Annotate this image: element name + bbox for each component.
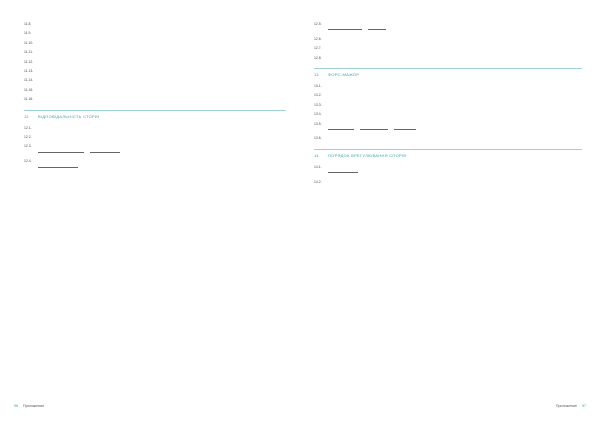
clause-row xyxy=(314,180,582,184)
section-divider xyxy=(314,68,582,69)
clause-body xyxy=(38,60,286,64)
fill-in-blank xyxy=(360,129,388,130)
section-title: ВІДПОВІДАЛЬНІСТЬ СТОРІН xyxy=(38,113,100,119)
clause-row xyxy=(24,78,286,82)
fill-in-blanks xyxy=(328,127,582,131)
fill-in-blanks xyxy=(38,150,286,154)
clause-body xyxy=(38,78,286,82)
clause-number: 14.2. xyxy=(314,179,322,184)
clause-number: 11.14. xyxy=(24,78,34,83)
clause-row xyxy=(24,31,286,35)
clause-text xyxy=(38,135,286,139)
right-page-footer xyxy=(556,404,586,409)
clause-row xyxy=(24,60,286,64)
clause-number: 12.6. xyxy=(314,36,322,41)
section-number: 14. xyxy=(314,152,320,158)
clause-row xyxy=(24,126,286,130)
clause-number: 12.2. xyxy=(24,135,32,140)
clause-body xyxy=(38,31,286,35)
clause-text xyxy=(328,136,582,140)
clause-number: 11.15. xyxy=(24,87,34,92)
clause-body xyxy=(38,97,286,101)
clause-body xyxy=(38,144,286,154)
clause-text xyxy=(328,56,582,60)
section-number: 13. xyxy=(314,72,320,78)
clause-number: 12.4. xyxy=(24,159,32,164)
clause-row xyxy=(314,37,582,41)
clause-text xyxy=(328,112,582,116)
fill-in-blank xyxy=(90,152,120,153)
clause-body xyxy=(38,22,286,26)
clause-body xyxy=(38,135,286,139)
clause-row xyxy=(24,69,286,73)
clause-body xyxy=(328,122,582,132)
clause-row xyxy=(314,122,582,132)
right-page-number: 97 xyxy=(582,404,586,408)
fill-in-blank xyxy=(328,29,362,30)
clause-row xyxy=(24,88,286,92)
clause-text xyxy=(328,122,582,126)
fill-in-blanks xyxy=(328,27,582,31)
clause-number: 11.16. xyxy=(24,97,34,102)
fill-in-blank xyxy=(394,129,416,130)
clause-text xyxy=(328,46,582,50)
clause-body xyxy=(328,46,582,50)
clause-row xyxy=(314,56,582,60)
left-page-body xyxy=(24,22,286,174)
clause-text xyxy=(38,41,286,45)
clause-number: 11.8. xyxy=(24,22,32,26)
clause-body xyxy=(328,103,582,107)
clause-row xyxy=(314,136,582,140)
clause-body xyxy=(328,93,582,97)
fill-in-blank xyxy=(368,29,386,30)
clause-row xyxy=(314,84,582,88)
fill-in-blank xyxy=(38,167,78,168)
clause-text xyxy=(328,103,582,107)
clause-body xyxy=(328,84,582,88)
fill-in-blanks xyxy=(38,165,286,169)
clause-row xyxy=(24,50,286,54)
clause-row xyxy=(24,144,286,154)
section-heading xyxy=(24,110,286,119)
section-heading xyxy=(314,149,582,158)
clause-text xyxy=(38,22,286,26)
clause-number: 12.5. xyxy=(314,22,322,26)
clause-text xyxy=(328,37,582,41)
clause-number: 11.13. xyxy=(24,69,34,74)
clause-body xyxy=(38,69,286,73)
right-page xyxy=(300,0,600,424)
clause-text xyxy=(328,22,582,26)
clause-row xyxy=(314,165,582,175)
fill-in-blanks xyxy=(328,170,582,174)
clause-body xyxy=(328,180,582,184)
clause-number: 13.1. xyxy=(314,84,322,89)
clause-text xyxy=(328,84,582,88)
clause-text xyxy=(328,165,582,169)
clause-body xyxy=(38,41,286,45)
clause-number: 12.3. xyxy=(24,144,32,149)
clause-body xyxy=(328,56,582,60)
section-heading xyxy=(314,68,582,77)
clause-text xyxy=(38,78,286,82)
clause-number: 11.11. xyxy=(24,50,33,55)
clause-body xyxy=(38,50,286,54)
clause-text xyxy=(38,88,286,92)
section-divider xyxy=(24,110,286,111)
clause-body xyxy=(328,22,582,32)
clause-row xyxy=(314,112,582,116)
clause-body xyxy=(328,136,582,140)
clause-body xyxy=(38,159,286,169)
clause-text xyxy=(38,60,286,64)
clause-text xyxy=(38,69,286,73)
section-title: ПОРЯДОК ВРЕГУЛЮВАННЯ СПОРІВ xyxy=(328,152,407,158)
clause-number: 13.5. xyxy=(314,121,322,126)
clause-number: 13.6. xyxy=(314,136,322,141)
clause-row xyxy=(24,135,286,139)
section-divider xyxy=(314,149,582,150)
clause-number: 13.3. xyxy=(314,102,322,107)
left-page-footer xyxy=(14,404,44,409)
left-page-number: 96 xyxy=(14,404,18,408)
clause-number: 11.9. xyxy=(24,31,32,36)
clause-body xyxy=(328,37,582,41)
clause-number: 13.2. xyxy=(314,93,322,98)
clause-number: 12.1. xyxy=(24,125,32,130)
clause-text xyxy=(38,126,286,130)
clause-body xyxy=(38,126,286,130)
fill-in-blank xyxy=(328,129,354,130)
clause-number: 14.1. xyxy=(314,164,322,169)
clause-number: 12.8. xyxy=(314,55,322,60)
clause-row xyxy=(24,22,286,26)
clause-text xyxy=(38,31,286,35)
section-title: ФОРС-МАЖОР xyxy=(328,72,360,78)
left-footer-label: Приложение xyxy=(23,404,45,408)
clause-row xyxy=(314,46,582,50)
clause-text xyxy=(328,93,582,97)
clause-body xyxy=(328,165,582,175)
clause-row xyxy=(314,103,582,107)
clause-row xyxy=(24,41,286,45)
clause-text xyxy=(38,144,286,148)
right-page-body xyxy=(314,22,582,189)
clause-text xyxy=(38,159,286,163)
clause-number: 11.12. xyxy=(24,59,34,64)
clause-text xyxy=(328,180,582,184)
clause-number: 11.10. xyxy=(24,40,34,45)
clause-row xyxy=(314,22,582,32)
clause-number: 13.4. xyxy=(314,112,322,117)
clause-row xyxy=(24,97,286,101)
fill-in-blank xyxy=(38,152,84,153)
clause-body xyxy=(328,112,582,116)
fill-in-blank xyxy=(328,172,358,173)
section-number: 12. xyxy=(24,113,30,119)
clause-text xyxy=(38,50,286,54)
clause-number: 12.7. xyxy=(314,46,322,51)
right-footer-label: Приложение xyxy=(555,404,577,408)
clause-body xyxy=(38,88,286,92)
clause-row xyxy=(314,93,582,97)
clause-row xyxy=(24,159,286,169)
clause-text xyxy=(38,97,286,101)
